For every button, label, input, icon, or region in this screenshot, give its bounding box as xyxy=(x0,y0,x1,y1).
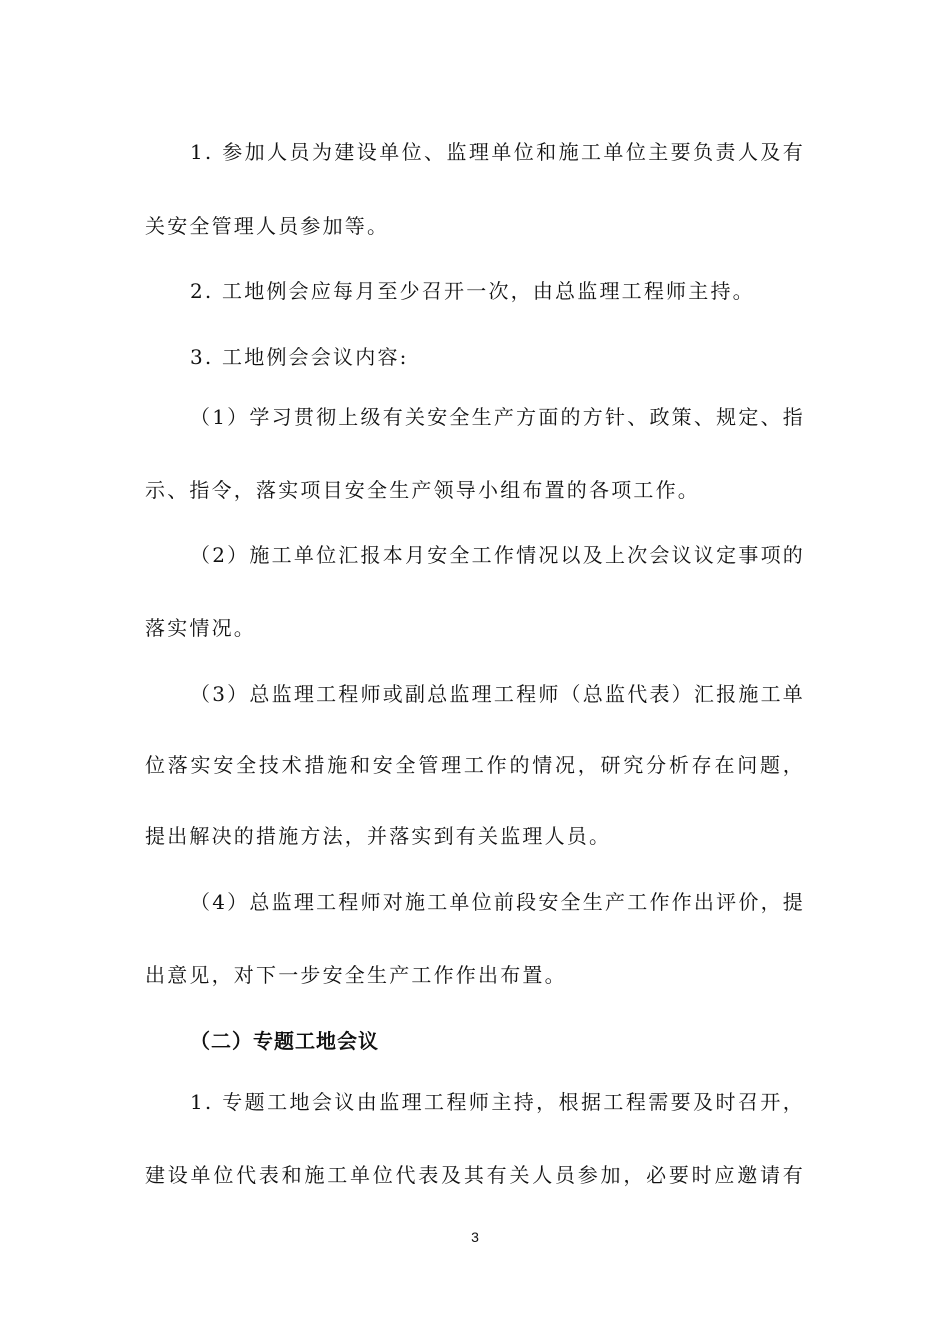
paragraph-line: （2）施工单位汇报本月安全工作情况以及上次会议议定事项的 xyxy=(190,543,805,567)
paragraph-line: 位落实安全技术措施和安全管理工作的情况，研究分析存在问题， xyxy=(145,753,805,777)
section-heading: （二）专题工地会议 xyxy=(190,1029,379,1053)
page-number: 3 xyxy=(471,1229,479,1245)
paragraph-line: 建设单位代表和施工单位代表及其有关人员参加，必要时应邀请有 xyxy=(145,1163,805,1187)
paragraph-line: 出意见，对下一步安全生产工作作出布置。 xyxy=(145,963,567,987)
paragraph-line: 提出解决的措施方法，并落实到有关监理人员。 xyxy=(145,824,612,848)
paragraph-line: 关安全管理人员参加等。 xyxy=(145,214,390,238)
paragraph-line: （1）学习贯彻上级有关安全生产方面的方针、政策、规定、指 xyxy=(190,405,805,429)
paragraph-line: （4）总监理工程师对施工单位前段安全生产工作作出评价，提 xyxy=(190,890,805,914)
paragraph-line: 示、指令，落实项目安全生产领导小组布置的各项工作。 xyxy=(145,478,700,502)
paragraph-line: 落实情况。 xyxy=(145,616,256,640)
paragraph-line: 2. 工地例会应每月至少召开一次，由总监理工程师主持。 xyxy=(190,279,755,303)
paragraph-line: 1. 专题工地会议由监理工程师主持，根据工程需要及时召开， xyxy=(190,1090,805,1114)
paragraph-line: 1. 参加人员为建设单位、监理单位和施工单位主要负责人及有 xyxy=(190,140,805,164)
paragraph-line: 3. 工地例会会议内容: xyxy=(190,345,409,369)
paragraph-line: （3）总监理工程师或副总监理工程师（总监代表）汇报施工单 xyxy=(190,682,805,706)
